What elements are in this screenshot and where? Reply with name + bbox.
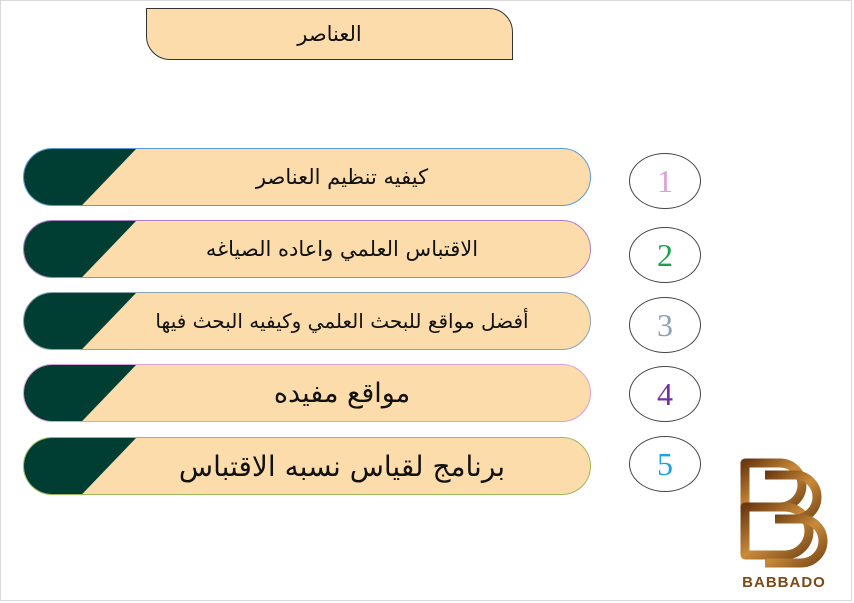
agenda-number-2: 2 xyxy=(629,227,701,283)
agenda-number-1: 1 xyxy=(629,153,701,209)
agenda-item-label: كيفيه تنظيم العناصر xyxy=(255,165,429,189)
agenda-item-label: مواقع مفيده xyxy=(273,377,411,409)
agenda-item-5[interactable] xyxy=(23,437,591,495)
agenda-item-label: أفضل مواقع للبحث العلمي وكيفيه البحث فيها xyxy=(155,309,529,333)
agenda-item-label: برنامج لقياس نسبه الاقتباس xyxy=(178,449,506,483)
agenda-item-1[interactable] xyxy=(23,148,591,206)
agenda-number-4: 4 xyxy=(629,366,701,422)
agenda-item-4[interactable] xyxy=(23,364,591,422)
slide-title: العناصر xyxy=(146,8,513,60)
agenda-number-5: 5 xyxy=(629,436,701,492)
agenda-item-label: الاقتباس العلمي واعاده الصياغه xyxy=(205,237,479,261)
agenda-item-3[interactable] xyxy=(23,292,591,350)
agenda-item-2[interactable] xyxy=(23,220,591,278)
agenda-number-3: 3 xyxy=(629,297,701,353)
logo-text: BABBADO xyxy=(742,574,826,591)
